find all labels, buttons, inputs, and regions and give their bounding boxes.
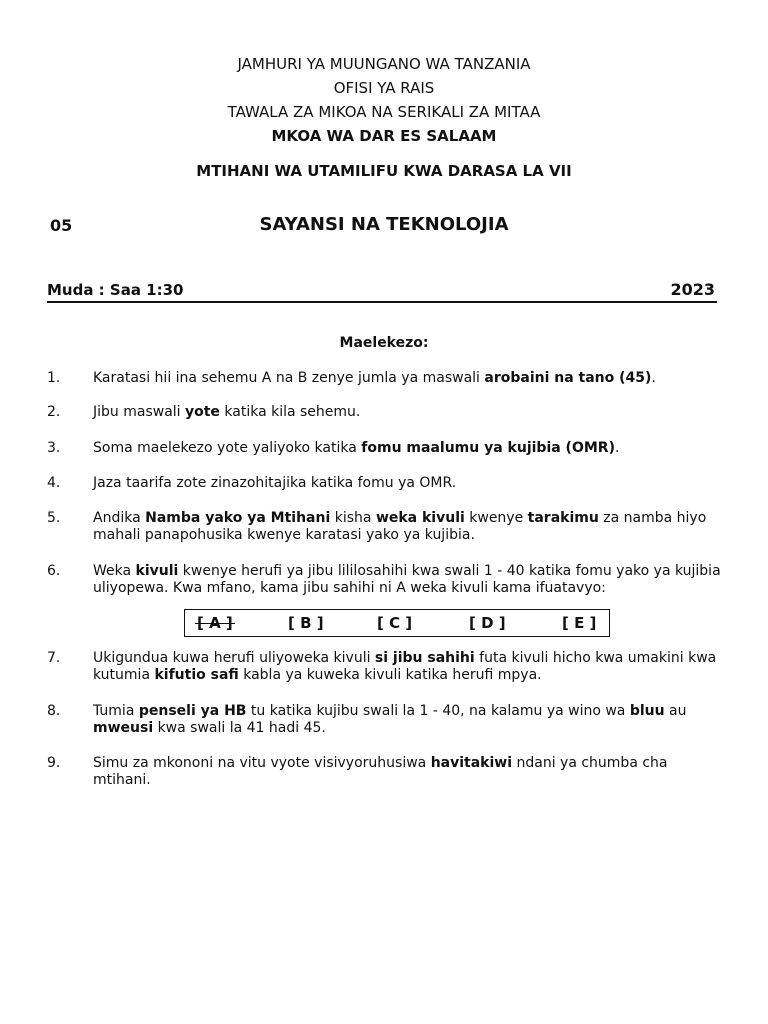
header-line-administration: TAWALA ZA MIKOA NA SERIKALI ZA MITAA — [227, 103, 541, 121]
instruction-number: 7. — [47, 650, 61, 666]
header-line-office: OFISI YA RAIS — [333, 79, 435, 97]
example-option-d: [ D ] — [469, 614, 506, 632]
example-option-a-shaded: [ A ] — [197, 614, 233, 632]
instruction-number: 8. — [47, 703, 61, 719]
instruction-text: Jibu maswali yote katika kila sehemu. — [93, 404, 361, 420]
instruction-text: Ukigundua kuwa herufi uliyoweka kivuli si jibu sahihi futa kivuli hicho kwa umakini kwa kutumia kifutio safi kabla ya kuweka kivuli katika herufi mpya. — [93, 650, 717, 683]
instruction-text: Tumia penseli ya HB tu katika kujibu swali la 1 - 40, na kalamu ya wino wa bluu au mweusi kwa swali la 41 hadi 45. — [93, 703, 687, 736]
instruction-text: Karatasi hii ina sehemu A na B zenye jumla ya maswali arobaini na tano (45). — [93, 370, 656, 386]
example-option-c: [ C ] — [377, 614, 413, 632]
subject-code: 05 — [50, 216, 73, 235]
header-line-region: MKOA WA DAR ES SALAAM — [271, 127, 497, 145]
instruction-text: Simu za mkononi na vitu vyote visivyoruhusiwa havitakiwi ndani ya chumba cha mtihani. — [93, 755, 668, 788]
instruction-number: 3. — [47, 440, 61, 456]
example-option-b: [ B ] — [288, 614, 324, 632]
exam-year: 2023 — [670, 280, 715, 299]
exam-title: MTIHANI WA UTAMILIFU KWA DARASA LA VII — [196, 162, 572, 180]
instruction-number: 4. — [47, 475, 61, 491]
example-option-e: [ E ] — [562, 614, 597, 632]
instructions-title: Maelekezo: — [339, 335, 429, 351]
header-divider — [47, 301, 717, 303]
instruction-text: Andika Namba yako ya Mtihani kisha weka kivuli kwenye tarakimu za namba hiyo mahali panapohusika kwenye karatasi yako ya kujibia. — [93, 510, 707, 543]
answer-example-box — [184, 609, 610, 637]
instruction-text: Soma maelekezo yote yaliyoko katika fomu maalumu ya kujibia (OMR). — [93, 440, 620, 456]
instruction-text: Jaza taarifa zote zinazohitajika katika fomu ya OMR. — [93, 475, 457, 491]
subject-name: SAYANSI NA TEKNOLOJIA — [259, 214, 509, 235]
instruction-number: 1. — [47, 370, 61, 386]
time-allowed: Muda : Saa 1:30 — [47, 281, 184, 299]
instruction-number: 2. — [47, 404, 61, 420]
instruction-number: 5. — [47, 510, 61, 526]
instruction-number: 6. — [47, 563, 61, 579]
header-line-republic: JAMHURI YA MUUNGANO WA TANZANIA — [237, 55, 531, 73]
instruction-text: Weka kivuli kwenye herufi ya jibu lililosahihi kwa swali 1 - 40 katika fomu yako ya kujibia uliyopewa. Kwa mfano, kama jibu sahihi ni A weka kivuli kama ifuatavyo: — [93, 563, 721, 596]
instruction-number: 9. — [47, 755, 61, 771]
